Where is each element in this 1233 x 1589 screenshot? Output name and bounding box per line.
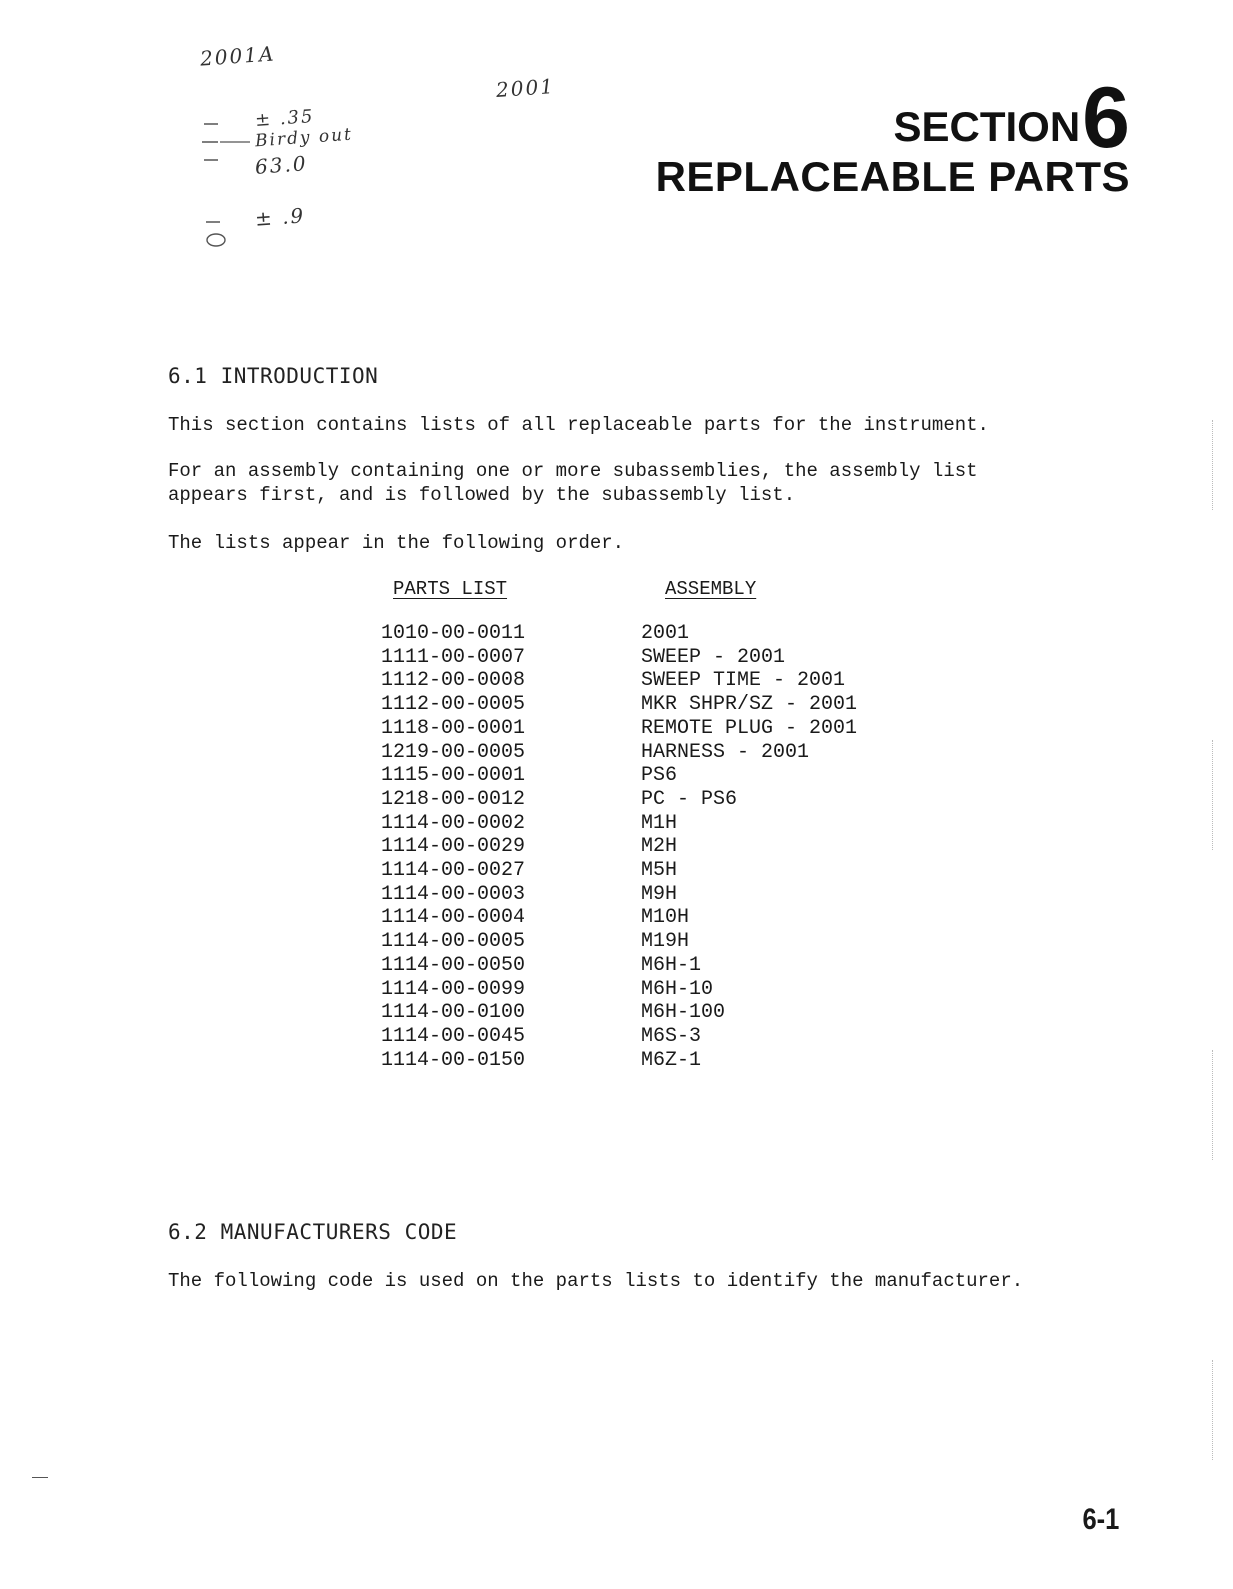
- intro-paragraph-1: This section contains lists of all replaceable parts for the instrument.: [168, 414, 989, 436]
- table-row: [381, 859, 857, 883]
- scan-artifact: [32, 1477, 48, 1478]
- part-number: 1114-00-0005: [381, 930, 526, 954]
- table-row: [381, 693, 857, 717]
- assembly-name: M2H: [641, 835, 678, 859]
- assembly-name: REMOTE PLUG - 2001: [641, 716, 858, 740]
- assembly-name: M6H-1: [641, 953, 702, 977]
- assembly-name: M5H: [641, 859, 678, 883]
- mfr-paragraph: The following code is used on the parts lists to identify the manufacturer.: [168, 1270, 1024, 1292]
- scan-artifact: [1212, 1360, 1215, 1460]
- assembly-name: M6H-100: [641, 1001, 726, 1025]
- table-row: [381, 1001, 857, 1025]
- table-row: [381, 741, 857, 765]
- part-number: 1010-00-0011: [381, 622, 526, 645]
- part-number: 1114-00-0002: [381, 811, 526, 835]
- assembly-name: 2001: [641, 622, 690, 645]
- assembly-name: PS6: [641, 764, 678, 788]
- part-number: 1114-00-0003: [381, 882, 526, 906]
- handwritten-note-top: 2001A: [199, 41, 277, 71]
- intro-paragraph-3: The lists appear in the following order.: [168, 532, 625, 554]
- section-title: REPLACEABLE PARTS: [655, 153, 1130, 200]
- parts-table: [381, 622, 857, 1072]
- handwritten-note-tolerance-1: ± .35: [254, 105, 316, 132]
- parts-list-column-header: PARTS LIST: [393, 578, 508, 600]
- section-header: [655, 70, 1130, 203]
- handwritten-note-value: 63.0: [254, 151, 309, 179]
- part-number: 1219-00-0005: [381, 740, 526, 764]
- handwritten-note-center: 2001: [495, 73, 556, 103]
- handwritten-marks: [198, 112, 258, 252]
- table-row: [381, 812, 857, 836]
- table-row: [381, 788, 857, 812]
- part-number: 1112-00-0005: [381, 693, 526, 717]
- assembly-name: M6H-10: [641, 977, 714, 1001]
- intro-paragraph-2-line-1: For an assembly containing one or more subassemblies, the assembly list: [168, 460, 978, 482]
- page-number: 6-1: [1082, 1503, 1119, 1536]
- assembly-name: SWEEP - 2001: [641, 645, 786, 669]
- part-number: 1114-00-0099: [381, 977, 526, 1001]
- handwritten-note-tolerance-2: ± .9: [254, 203, 306, 231]
- part-number: 1111-00-0007: [381, 645, 526, 669]
- table-row: [381, 906, 857, 930]
- scan-artifact: [1212, 740, 1215, 850]
- part-number: 1114-00-0050: [381, 953, 526, 977]
- assembly-name: M1H: [641, 811, 678, 835]
- table-row: [381, 764, 857, 788]
- assembly-name: M19H: [641, 930, 690, 954]
- assembly-name: SWEEP TIME - 2001: [641, 669, 846, 693]
- table-row: [381, 978, 857, 1002]
- intro-heading: 6.1 INTRODUCTION: [168, 364, 379, 388]
- table-row: [381, 669, 857, 693]
- scan-artifact: [1212, 420, 1215, 510]
- part-number: 1114-00-0004: [381, 906, 526, 930]
- table-row: [381, 646, 857, 670]
- table-row: [381, 954, 857, 978]
- table-row: [381, 622, 857, 646]
- part-number: 1114-00-0150: [381, 1048, 526, 1072]
- intro-paragraph-2-line-2: appears first, and is followed by the subassembly list.: [168, 484, 796, 506]
- assembly-name: M10H: [641, 906, 690, 930]
- scan-artifact: [1212, 1050, 1215, 1160]
- part-number: 1115-00-0001: [381, 764, 526, 788]
- assembly-column-header: ASSEMBLY: [665, 578, 757, 600]
- assembly-name: PC - PS6: [641, 787, 738, 811]
- table-row: [381, 883, 857, 907]
- part-number: 1114-00-0045: [381, 1024, 526, 1048]
- mfr-heading: 6.2 MANUFACTURERS CODE: [168, 1220, 458, 1244]
- assembly-name: M6S-3: [641, 1024, 702, 1048]
- assembly-name: MKR SHPR/SZ - 2001: [641, 693, 858, 717]
- part-number: 1218-00-0012: [381, 787, 526, 811]
- assembly-name: HARNESS - 2001: [641, 740, 810, 764]
- part-number: 1114-00-0029: [381, 835, 526, 859]
- table-row: [381, 1025, 857, 1049]
- assembly-name: M6Z-1: [641, 1048, 702, 1072]
- assembly-name: M9H: [641, 882, 678, 906]
- table-row: [381, 717, 857, 741]
- part-number: 1112-00-0008: [381, 669, 526, 693]
- section-number: 6: [1082, 70, 1130, 166]
- part-number: 1118-00-0001: [381, 716, 526, 740]
- part-number: 1114-00-0027: [381, 859, 526, 883]
- table-row: [381, 930, 857, 954]
- table-row: [381, 1049, 857, 1073]
- table-row: [381, 835, 857, 859]
- section-label: SECTION: [893, 103, 1081, 150]
- handwritten-note-birdy: Birdy out: [254, 124, 354, 152]
- part-number: 1114-00-0100: [381, 1001, 526, 1025]
